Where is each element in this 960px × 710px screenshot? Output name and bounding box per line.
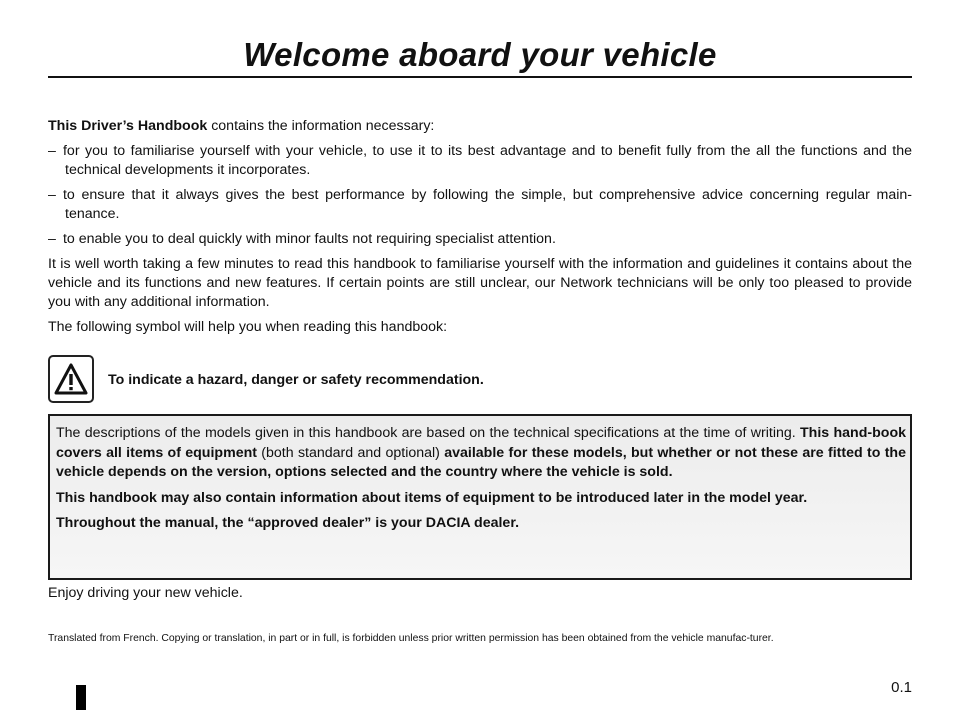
- worth-paragraph: It is well worth taking a few minutes to read this handbook to familiarise yourself with the information and guidelines it contains about the vehicle and its functions and new features. If certain points are still unclear, our Network technicians will be only too pleased to provide you with any additional information.: [48, 256, 912, 310]
- intro-paragraph: [48, 117, 912, 136]
- note-text: (both standard and optional): [256, 444, 445, 461]
- note-bold-text: This handbook may also contain information about items of equipment to be introduced later in the model year.: [56, 489, 808, 506]
- warning-legend-text: To indicate a hazard, danger or safety recommendation.: [108, 372, 484, 388]
- copyright-footnote: Translated from French. Copying or translation, in part or in full, is forbidden unless prior written permission has been obtained from the vehicle manufac-turer.: [48, 633, 774, 644]
- list-item: – for you to familiarise yourself with your vehicle, to use it to its best advantage and to benefit fully from the all the functions and the technical developments it incorporates.: [48, 143, 912, 178]
- warning-triangle-icon: [48, 355, 94, 403]
- list-item: – to enable you to deal quickly with minor faults not requiring specialist attention.: [48, 231, 556, 247]
- warning-legend: [48, 355, 912, 405]
- page-title: Welcome aboard your vehicle: [243, 36, 717, 73]
- note-bold-text: Throughout the manual, the “approved dealer” is your DACIA dealer.: [56, 515, 520, 531]
- note-paragraph: [56, 489, 906, 509]
- closing-line: Enjoy driving your new vehicle.: [48, 585, 243, 601]
- intro-text: contains the information necessary:: [207, 118, 435, 134]
- page-number: 0.1: [891, 679, 912, 696]
- handbook-name: This Driver’s Handbook: [48, 118, 208, 134]
- page-edge-mark: [76, 685, 86, 710]
- note-box: [48, 414, 912, 580]
- symbol-intro-paragraph: The following symbol will help you when reading this handbook:: [48, 319, 448, 335]
- note-paragraph: [56, 514, 906, 534]
- note-bold-text: available for these models, but whether or not these are fitted to the vehicle depends on the version, options selected and the country where the vehicle is sold.: [56, 444, 906, 480]
- note-text: The descriptions of the models given in this handbook are based on the technical specifications at the time of writing.: [56, 425, 801, 441]
- title-underline: [48, 76, 912, 78]
- note-paragraph: [56, 424, 906, 483]
- list-item: – to ensure that it always gives the best performance by following the simple, but comprehensive advice concerning regular main-tenance.: [48, 187, 912, 222]
- note-bold-text: This hand-book covers all items of equipment: [56, 425, 906, 461]
- intro-section: [48, 117, 912, 343]
